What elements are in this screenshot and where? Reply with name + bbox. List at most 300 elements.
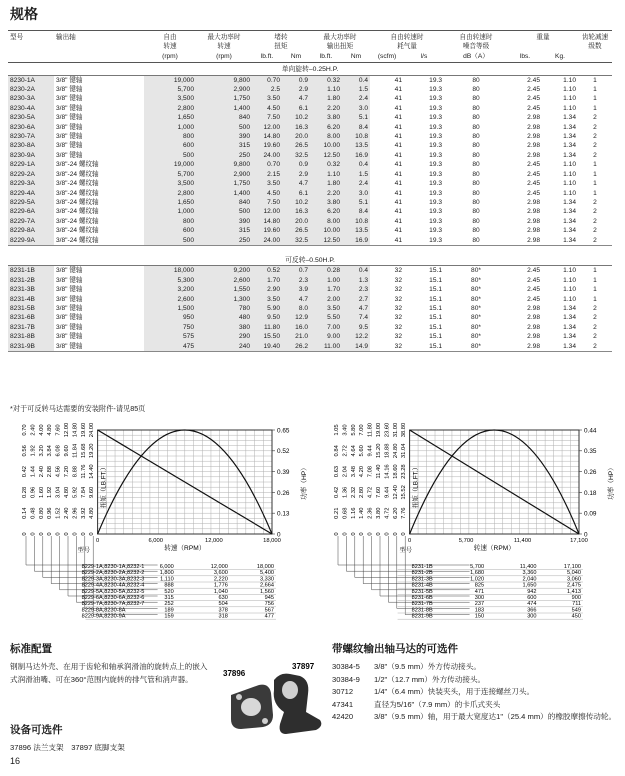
- cell-free-speed: 5,700: [144, 85, 196, 94]
- cell-air-scfm: 41: [394, 114, 402, 122]
- cell-noise: 80: [472, 86, 480, 94]
- cell-noise: 80*: [444, 342, 508, 352]
- torque-tick-label: 5.80: [350, 424, 357, 436]
- cell-free-speed: 1,650: [144, 198, 196, 207]
- table-row: [8, 342, 612, 352]
- cell-gear-stages: 1: [593, 286, 597, 294]
- cell-air-ls: 19.3: [429, 198, 442, 206]
- cell-mp-torque-nm: 3.0: [342, 104, 370, 113]
- cell-noise: 80*: [471, 323, 481, 331]
- torque-tick-label: 4.56: [55, 465, 62, 478]
- col-max-power-speed-1: 最大功率时: [196, 31, 252, 43]
- cell-weight-lbs: 2.45: [527, 170, 540, 178]
- cell-noise: 80: [444, 236, 508, 246]
- cell-stall-lbft: 3.50: [252, 295, 282, 304]
- cell-shaft: 3/8" 键轴: [56, 333, 83, 341]
- cell-noise: 80: [472, 95, 480, 103]
- cell-air-scfm: 41: [394, 227, 402, 235]
- cell-noise: 80*: [471, 267, 481, 275]
- torque-tick-label: 0: [334, 532, 340, 536]
- cell-max-power-speed: 500: [196, 123, 252, 132]
- col-noise-2: 噪音等级: [462, 43, 490, 51]
- cell-mp-torque-nm: 16.9: [342, 151, 370, 160]
- option-code: 30384-9: [332, 674, 360, 684]
- torque-tick-label: 1.36: [342, 486, 349, 499]
- cell-weight-kg: 1.34: [542, 236, 578, 246]
- col-free-speed-unit: (rpm): [144, 52, 196, 63]
- cell-max-power-speed: 1,550: [196, 285, 252, 294]
- torque-tick-label: 0.56: [22, 445, 28, 457]
- model-row-name: 8229-5A,8230-5A,8232-5: [81, 588, 145, 595]
- cell-weight-kg: 1.34: [563, 114, 576, 122]
- cell-free-speed: 1,000: [144, 207, 196, 216]
- cell-model: 8230-4A: [8, 104, 54, 113]
- cell-air-ls: 19.3: [429, 170, 442, 178]
- model-row-rpm: 1,680: [470, 570, 485, 577]
- cell-stall-lbft: 4.50: [252, 189, 282, 198]
- cell-stall-lbft: 4.50: [252, 104, 282, 113]
- cell-stall-nm: 26.2: [282, 342, 310, 352]
- torque-tick-label: 4.80: [47, 424, 54, 436]
- table-row: [8, 226, 612, 235]
- cell-mp-torque-nm: 5.1: [342, 198, 370, 207]
- chart-reversible: [316, 422, 621, 632]
- table-row: [8, 276, 612, 285]
- model-row-rpm: 567: [264, 607, 274, 614]
- table-row: [8, 160, 612, 169]
- cell-noise: 80: [472, 161, 480, 169]
- cell-mp-torque-lbft: 12.50: [310, 151, 342, 160]
- torque-tick-label: 31.04: [401, 443, 408, 459]
- torque-tick-label: 19.20: [89, 443, 96, 459]
- torque-tick-label: 19.60: [80, 422, 87, 438]
- cell-gear-stages: 2: [593, 133, 597, 141]
- table-row: [8, 94, 612, 103]
- cell-weight-lbs: 2.98: [527, 208, 540, 216]
- col-stall-torque-2: 扭矩: [274, 43, 288, 51]
- cell-shaft: 3/8" 键轴: [56, 133, 83, 141]
- cell-noise: 80: [472, 189, 480, 197]
- cell-max-power-speed: 480: [196, 313, 252, 322]
- torque-tick-label: 3.48: [350, 465, 357, 478]
- cell-weight-kg: 1.10: [563, 76, 576, 84]
- cell-stall-lbft: 15.50: [252, 332, 282, 341]
- torque-tick-label: 1.92: [30, 445, 37, 457]
- torque-tick-label: 0.84: [334, 445, 340, 457]
- cell-gear-stages: 1: [593, 95, 597, 103]
- cell-shaft: 3/8" 键轴: [56, 295, 83, 303]
- torque-tick-label: 0: [64, 532, 70, 536]
- cell-noise: 80*: [471, 295, 481, 303]
- torque-tick-label: 31.00: [392, 422, 399, 438]
- cell-shaft: 3/8" 键轴: [56, 86, 83, 94]
- torque-tick-label: 23.28: [401, 464, 408, 479]
- cell-mp-torque-nm: 14.9: [342, 342, 370, 352]
- cell-stall-lbft: 14.80: [252, 132, 282, 141]
- torque-tick-label: 11.80: [367, 422, 374, 438]
- cell-weight-kg: 1.10: [563, 95, 576, 103]
- cell-free-speed: 5,700: [144, 170, 196, 179]
- torque-tick-label: 12.40: [392, 485, 399, 500]
- cell-weight-lbs: 2.45: [527, 161, 540, 169]
- torque-tick-label: 3.92: [80, 507, 87, 519]
- cell-noise: 80: [472, 123, 480, 131]
- torque-tick-label: 24.00: [89, 422, 96, 438]
- col-air-2: 耗气量: [397, 43, 417, 51]
- torque-axis-label: 扭矩（LB.FT.）: [100, 463, 108, 509]
- cell-gear-stages: 2: [593, 323, 597, 331]
- cell-weight-lbs: 2.98: [527, 323, 540, 331]
- model-row-rpm: 549: [571, 607, 581, 614]
- cell-stall-lbft: 0.70: [252, 75, 282, 85]
- cell-shaft: 3/8"-24 螺纹轴: [56, 208, 99, 216]
- cell-gear-stages: 1: [593, 161, 597, 169]
- torque-tick-label: 9.60: [64, 445, 70, 457]
- torque-tick-label: 2.40: [64, 507, 70, 519]
- model-row-name: 8229-1A,8230-1A,8232-1: [81, 564, 145, 570]
- section-reversible: [8, 254, 612, 352]
- cell-gear-stages: 1: [593, 189, 597, 197]
- cell-free-speed: 3,500: [144, 94, 196, 103]
- torque-tick-label: 4.80: [89, 507, 96, 519]
- model-row-rpm: 183: [474, 607, 485, 614]
- cell-weight-kg: 1.34: [563, 323, 576, 331]
- cell-stall-lbft: 11.80: [252, 323, 282, 332]
- cell-mp-torque-nm: 0.4: [342, 160, 370, 169]
- cell-model: 8229-8A: [8, 226, 54, 235]
- model-row-rpm: 504: [218, 601, 228, 608]
- model-row-rpm: 1,800: [159, 570, 174, 577]
- cell-model: 8229-6A: [8, 207, 54, 216]
- cell-mp-torque-nm: 9.5: [342, 323, 370, 332]
- standard-config-title: 标准配置: [10, 643, 52, 655]
- cell-model: 8229-5A: [8, 198, 54, 207]
- col-unit-nm-1: Nm: [282, 52, 310, 63]
- cell-mp-torque-nm: 2.7: [342, 295, 370, 304]
- section-heading: 可反转–0.50H.P.: [8, 254, 612, 266]
- torque-tick-label: 0: [30, 532, 37, 536]
- cell-stall-nm: 8.0: [282, 304, 310, 313]
- torque-tick-label: 5.92: [72, 486, 79, 499]
- table-row: [8, 198, 612, 207]
- cell-model: 8230-1A: [8, 75, 54, 85]
- torque-tick-label: 0.48: [30, 507, 37, 519]
- cell-weight-kg: 1.10: [563, 161, 576, 169]
- torque-tick-label: 6.20: [392, 507, 399, 519]
- torque-tick-label: 0.28: [22, 486, 28, 499]
- cell-shaft: 3/8" 键轴: [56, 323, 83, 331]
- torque-tick-label: 7.76: [401, 507, 408, 519]
- cell-mp-torque-lbft: 1.70: [310, 285, 342, 294]
- model-row-rpm: 450: [571, 613, 581, 620]
- cell-mp-torque-lbft: 6.20: [310, 207, 342, 216]
- cell-model: 8231-1B: [8, 266, 54, 276]
- cell-noise: 80: [472, 208, 480, 216]
- model-row-name: 8229-8A,8230-8A: [81, 607, 126, 614]
- cell-stall-lbft: 19.60: [252, 226, 282, 235]
- power-tick-label: 0.13: [277, 510, 290, 518]
- torque-tick-label: 0: [359, 532, 366, 536]
- cell-mp-torque-lbft: 8.00: [310, 132, 342, 141]
- option-desc: 直径为5/16"（7.9 mm）的卡爪式夹头: [374, 699, 501, 709]
- cell-weight-kg: 1.10: [563, 189, 576, 197]
- table-row: [8, 132, 612, 141]
- cell-weight-lbs: 2.98: [508, 342, 542, 352]
- cell-model: 8230-8A: [8, 141, 54, 150]
- cell-stall-nm: 26.5: [282, 226, 310, 235]
- torque-tick-label: 0: [342, 532, 349, 536]
- torque-tick-label: 18.88: [384, 443, 391, 459]
- model-row-rpm: 5,040: [567, 570, 581, 577]
- cell-max-power-speed: 1,300: [196, 295, 252, 304]
- torque-tick-label: 18.60: [392, 464, 399, 479]
- cell-stall-lbft: 7.50: [252, 198, 282, 207]
- torque-tick-label: 4.72: [367, 486, 374, 499]
- cell-shaft: 3/8"-24 螺纹轴: [56, 180, 99, 188]
- cell-weight-kg: 1.10: [563, 180, 576, 188]
- col-max-power-torque-1: 最大功率时: [310, 31, 370, 43]
- torque-tick-label: 38.80: [401, 422, 408, 438]
- table-row: [8, 179, 612, 188]
- section-unidirectional: [8, 63, 612, 246]
- cell-weight-kg: 1.34: [563, 333, 576, 341]
- cell-stall-nm: 12.9: [282, 313, 310, 322]
- cell-free-speed: 600: [144, 226, 196, 235]
- cell-weight-lbs: 2.45: [527, 76, 540, 84]
- cell-free-speed: 600: [144, 141, 196, 150]
- torque-tick-label: 0: [376, 532, 382, 536]
- cell-weight-kg: 1.34: [563, 208, 576, 216]
- cell-max-power-speed: 2,900: [196, 170, 252, 179]
- model-row-rpm: 18,000: [256, 564, 274, 570]
- torque-tick-label: 3.40: [342, 424, 349, 436]
- cell-max-power-speed: 250: [196, 151, 252, 160]
- cell-air-ls: 15.1: [429, 323, 442, 331]
- standard-config-text: 钢制马达外壳、在用于齿轮和轴承润滑油的旋转点上的嵌入式润滑油嘴、可在360°范围内旋转的排气管和消声器。: [10, 662, 208, 684]
- cell-shaft: 3/8"-24 螺纹轴: [56, 198, 99, 206]
- col-unit-lbft-1: lb.ft.: [252, 52, 282, 63]
- option-code: 47341: [332, 699, 354, 709]
- cell-stall-nm: 2.3: [282, 276, 310, 285]
- cell-air-ls: 19.3: [429, 123, 442, 131]
- cell-model: 8229-4A: [8, 189, 54, 198]
- cell-weight-lbs: 2.45: [527, 95, 540, 103]
- cell-mp-torque-lbft: 10.00: [310, 141, 342, 150]
- table-row: [8, 304, 612, 313]
- torque-tick-label: 0: [72, 532, 79, 536]
- torque-tick-label: 0: [384, 532, 391, 536]
- torque-tick-label: 1.40: [359, 507, 366, 519]
- table-row: [8, 170, 612, 179]
- standard-config: [10, 641, 215, 686]
- torque-tick-label: 9.44: [384, 486, 391, 499]
- threaded-options: [332, 641, 617, 724]
- cell-max-power-speed: 1,750: [196, 179, 252, 188]
- cell-stall-lbft: 0.52: [252, 266, 282, 276]
- cell-mp-torque-lbft: 5.50: [310, 313, 342, 322]
- model-row-rpm: 1,776: [213, 582, 228, 589]
- cell-mp-torque-nm: 0.4: [342, 75, 370, 85]
- torque-tick-label: 0.70: [22, 424, 28, 436]
- torque-axis-label: 扭矩（LB.FT.）: [412, 463, 420, 509]
- col-stall-torque-1: 堵转: [252, 31, 310, 43]
- torque-tick-label: 19.00: [376, 422, 382, 438]
- cell-stall-nm: 21.0: [282, 332, 310, 341]
- cell-air-ls: 15.1: [404, 342, 444, 352]
- cell-air-scfm: 32: [394, 304, 402, 312]
- model-row-rpm: 1,040: [213, 588, 228, 595]
- flange-bracket-label: 37896: [223, 669, 246, 678]
- cell-free-speed: 19,000: [144, 75, 196, 85]
- cell-weight-lbs: 2.98: [527, 227, 540, 235]
- torque-tick-label: 1.16: [350, 507, 357, 519]
- foot-bracket-label: 37897: [292, 662, 315, 671]
- cell-air-ls: 15.1: [429, 314, 442, 322]
- model-row-name: 8231-8B: [411, 607, 433, 614]
- torque-tick-label: 1.52: [55, 507, 62, 519]
- cell-stall-lbft: 5.90: [252, 304, 282, 313]
- cell-stall-lbft: 2.15: [252, 170, 282, 179]
- cell-weight-kg: 1.34: [563, 133, 576, 141]
- cell-free-speed: 1,500: [144, 304, 196, 313]
- cell-shaft: 3/8"-24 螺纹轴: [56, 170, 99, 178]
- cell-air-ls: 19.3: [429, 189, 442, 197]
- cell-weight-lbs: 2.98: [527, 304, 540, 312]
- torque-tick-label: 0: [80, 532, 87, 536]
- cell-max-power-speed: 390: [196, 132, 252, 141]
- power-tick-label: 0.09: [584, 510, 597, 518]
- threaded-options-list: [332, 661, 617, 724]
- cell-air-ls: 15.1: [429, 286, 442, 294]
- cell-model: 8230-3A: [8, 94, 54, 103]
- model-row-rpm: 17,100: [563, 564, 581, 570]
- power-tick-label: 0.18: [584, 489, 597, 497]
- torque-tick-label: 2.80: [359, 486, 366, 499]
- cell-weight-kg: 1.10: [563, 295, 576, 303]
- cell-air-ls: 19.3: [429, 227, 442, 235]
- cell-mp-torque-lbft: 0.32: [310, 75, 342, 85]
- cell-air-ls: 19.3: [429, 208, 442, 216]
- cell-stall-lbft: 24.00: [252, 151, 282, 160]
- model-row-rpm: 1,560: [260, 588, 274, 595]
- cell-air-ls: 19.3: [429, 76, 442, 84]
- cell-shaft: 3/8" 键轴: [56, 286, 83, 294]
- cell-model: 8230-9A: [8, 151, 54, 160]
- cell-weight-lbs: 2.45: [527, 189, 540, 197]
- cell-max-power-speed: 1,400: [196, 189, 252, 198]
- cell-mp-torque-lbft: 9.00: [310, 332, 342, 341]
- table-row: [8, 123, 612, 132]
- cell-air-scfm: 32: [394, 333, 402, 341]
- torque-tick-label: 1.92: [47, 486, 54, 499]
- cell-air-ls: 19.3: [429, 86, 442, 94]
- model-row-rpm: 600: [527, 595, 537, 601]
- cell-gear-stages: 1: [593, 180, 597, 188]
- x-tick-label: 6,000: [148, 538, 163, 544]
- section-heading: 单向旋转–0.25H.P.: [8, 63, 612, 75]
- cell-gear-stages: 2: [593, 333, 597, 341]
- torque-tick-label: 4.80: [64, 486, 70, 499]
- cell-free-speed: 5,300: [144, 276, 196, 285]
- x-tick-label: 0: [407, 538, 412, 544]
- cell-mp-torque-lbft: 7.00: [310, 323, 342, 332]
- model-row-rpm: 300: [527, 613, 537, 620]
- model-row-name: 8231-9B: [411, 613, 433, 620]
- cell-model: 8231-6B: [8, 313, 54, 322]
- model-row-rpm: 3,360: [522, 570, 537, 577]
- power-tick-label: 0.52: [277, 448, 290, 456]
- cell-max-power-speed: 2,600: [196, 276, 252, 285]
- cell-max-power-speed: 250: [196, 236, 252, 246]
- cell-free-speed: 3,200: [144, 285, 196, 294]
- power-tick-label: 0.26: [584, 469, 597, 476]
- cell-max-power-speed: 315: [196, 226, 252, 235]
- cell-gear-stages: 2: [593, 217, 597, 225]
- cell-mp-torque-lbft: 0.28: [310, 266, 342, 276]
- torque-tick-label: 0: [392, 532, 399, 536]
- cell-gear-stages: 2: [578, 342, 612, 352]
- cell-weight-kg: 1.10: [563, 170, 576, 178]
- torque-tick-label: 15.68: [80, 443, 87, 459]
- table-row: [8, 113, 612, 122]
- cell-mp-torque-nm: 7.4: [342, 313, 370, 322]
- cell-mp-torque-nm: 5.1: [342, 113, 370, 122]
- cell-weight-lbs: 2.45: [527, 86, 540, 94]
- cell-shaft: 3/8" 键轴: [56, 123, 83, 131]
- cell-noise: 80: [472, 114, 480, 122]
- cell-stall-lbft: 2.5: [252, 85, 282, 94]
- cell-air-scfm: 41: [370, 236, 404, 246]
- model-row-rpm: 2,220: [213, 576, 228, 583]
- option-item: [332, 686, 617, 699]
- power-tick-label: 0: [277, 531, 281, 539]
- torque-tick-label: 3.80: [376, 507, 382, 519]
- cell-gear-stages: 1: [593, 104, 597, 112]
- cell-max-power-speed: 9,200: [196, 266, 252, 276]
- table-row: [8, 285, 612, 294]
- cell-weight-lbs: 2.98: [527, 314, 540, 322]
- x-tick-label: 12,000: [204, 538, 223, 544]
- torque-tick-label: 0: [55, 532, 62, 536]
- cell-gear-stages: 2: [593, 208, 597, 216]
- cell-weight-kg: 1.34: [563, 151, 576, 159]
- cell-stall-lbft: 12.00: [252, 207, 282, 216]
- cell-weight-kg: 1.10: [563, 286, 576, 294]
- chart-unidirectional: [4, 422, 314, 632]
- cell-air-ls: 19.3: [429, 114, 442, 122]
- cell-mp-torque-nm: 2.3: [342, 285, 370, 294]
- model-row-rpm: 1,020: [470, 576, 485, 583]
- torque-tick-label: 8.88: [72, 465, 79, 478]
- cell-free-speed: 18,000: [144, 266, 196, 276]
- torque-tick-label: 6.08: [55, 445, 62, 457]
- table-row: [8, 217, 612, 226]
- cell-mp-torque-nm: 8.4: [342, 207, 370, 216]
- model-row-rpm: 3,330: [260, 576, 274, 583]
- cell-weight-lbs: 2.98: [527, 133, 540, 141]
- torque-tick-label: 3.84: [47, 445, 54, 457]
- table-row: [8, 323, 612, 332]
- cell-air-scfm: 41: [394, 189, 402, 197]
- power-tick-label: 0: [584, 531, 588, 539]
- cell-air-scfm: 32: [394, 314, 402, 322]
- cell-gear-stages: 2: [593, 114, 597, 122]
- cell-free-speed: 2,600: [144, 295, 196, 304]
- col-gears-2: 级数: [588, 43, 602, 51]
- cell-free-speed: 19,000: [144, 160, 196, 169]
- cell-gear-stages: 2: [593, 227, 597, 235]
- cell-air-scfm: 32: [394, 267, 402, 275]
